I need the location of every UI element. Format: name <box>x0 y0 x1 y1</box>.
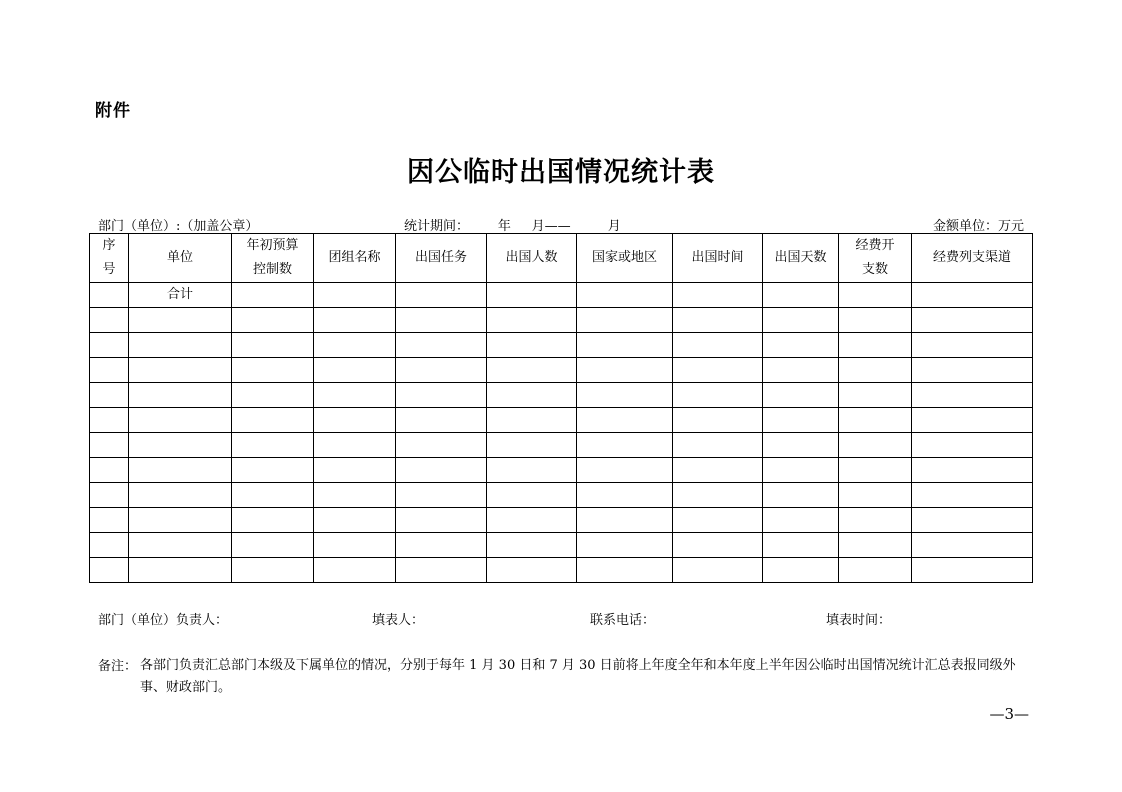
table-row <box>90 383 1033 408</box>
table-row <box>90 483 1033 508</box>
table-cell[interactable] <box>396 508 487 533</box>
table-cell[interactable] <box>763 408 839 433</box>
table-cell[interactable] <box>487 558 577 583</box>
table-cell[interactable] <box>396 533 487 558</box>
table-cell[interactable] <box>912 408 1033 433</box>
header-budget: 年初预算控制数 <box>232 234 314 283</box>
table-cell[interactable] <box>487 458 577 483</box>
table-cell[interactable] <box>487 433 577 458</box>
table-cell[interactable] <box>763 433 839 458</box>
table-cell[interactable] <box>673 458 763 483</box>
header-time: 出国时间 <box>673 234 763 283</box>
header-group-name: 团组名称 <box>314 234 396 283</box>
table-cell[interactable] <box>129 383 232 408</box>
table-cell[interactable] <box>232 458 314 483</box>
table-cell[interactable] <box>487 483 577 508</box>
table-row <box>90 533 1033 558</box>
table-cell[interactable] <box>673 508 763 533</box>
table-cell[interactable] <box>673 533 763 558</box>
table-cell[interactable] <box>577 458 673 483</box>
table-cell[interactable] <box>90 358 129 383</box>
table-cell[interactable] <box>839 508 912 533</box>
table-cell[interactable] <box>487 283 577 308</box>
filler-label: 填表人： <box>372 613 425 628</box>
table-cell[interactable] <box>90 283 129 308</box>
table-cell[interactable] <box>487 408 577 433</box>
table-cell[interactable] <box>487 383 577 408</box>
table-cell[interactable] <box>314 333 396 358</box>
department-field-label: 部门（单位）:（加盖公章） <box>98 219 259 234</box>
note-text: 各部门负责汇总部门本级及下属单位的情况，分别于每年 1 月 30 日和 7 月 30 日前将上年度全年和本年度上半年因公临时出国情况统计汇总表报同级外事、财政部门。 <box>140 658 1016 695</box>
table-cell[interactable] <box>673 308 763 333</box>
table-cell[interactable] <box>763 508 839 533</box>
table-cell[interactable] <box>577 558 673 583</box>
table-cell[interactable] <box>839 458 912 483</box>
table-cell[interactable] <box>396 358 487 383</box>
table-row <box>90 333 1033 358</box>
table-cell[interactable] <box>763 458 839 483</box>
table-cell[interactable] <box>577 283 673 308</box>
table-cell[interactable] <box>577 383 673 408</box>
table-cell[interactable] <box>90 508 129 533</box>
table-cell[interactable] <box>314 358 396 383</box>
table-cell[interactable] <box>232 283 314 308</box>
table-cell[interactable] <box>232 308 314 333</box>
table-row <box>90 408 1033 433</box>
table-cell[interactable] <box>90 383 129 408</box>
table-cell[interactable] <box>129 433 232 458</box>
table-cell[interactable] <box>839 533 912 558</box>
responsible-person-label: 部门（单位）负责人： <box>98 613 229 628</box>
header-days: 出国天数 <box>763 234 839 283</box>
table-cell[interactable] <box>912 358 1033 383</box>
table-cell[interactable] <box>912 433 1033 458</box>
table-cell[interactable] <box>839 483 912 508</box>
table-cell[interactable] <box>314 458 396 483</box>
table-row <box>90 433 1033 458</box>
amount-unit-label: 金额单位：万元 <box>932 219 1024 234</box>
table-cell[interactable] <box>673 433 763 458</box>
header-country: 国家或地区 <box>577 234 673 283</box>
total-row-label: 合计 <box>129 283 232 308</box>
table-cell[interactable] <box>839 283 912 308</box>
table-cell[interactable] <box>763 383 839 408</box>
table-row <box>90 308 1033 333</box>
table-cell[interactable] <box>577 333 673 358</box>
table-cell[interactable] <box>912 558 1033 583</box>
table-cell[interactable] <box>912 508 1033 533</box>
table-cell[interactable] <box>396 283 487 308</box>
table-cell[interactable] <box>396 333 487 358</box>
table-cell[interactable] <box>912 533 1033 558</box>
table-cell[interactable] <box>232 483 314 508</box>
table-cell[interactable] <box>673 333 763 358</box>
table-cell[interactable] <box>577 433 673 458</box>
table-cell[interactable] <box>232 383 314 408</box>
table-cell[interactable] <box>396 408 487 433</box>
table-cell[interactable] <box>763 483 839 508</box>
header-expense: 经费开支数 <box>839 234 912 283</box>
table-cell[interactable] <box>129 358 232 383</box>
attachment-label: 附件 <box>95 101 131 121</box>
table-row <box>90 508 1033 533</box>
header-unit: 单位 <box>129 234 232 283</box>
table-cell[interactable] <box>129 408 232 433</box>
table-cell[interactable] <box>763 358 839 383</box>
table-cell[interactable] <box>673 358 763 383</box>
table-cell[interactable] <box>673 558 763 583</box>
table-cell[interactable] <box>129 308 232 333</box>
table-cell[interactable] <box>232 533 314 558</box>
table-cell[interactable] <box>763 533 839 558</box>
statistics-period-label: 统计期间： 年 月—— 月 <box>404 219 621 234</box>
table-cell[interactable] <box>232 408 314 433</box>
table-cell[interactable] <box>314 508 396 533</box>
table-cell[interactable] <box>314 308 396 333</box>
table-cell[interactable] <box>839 408 912 433</box>
fill-time-label: 填表时间： <box>826 613 892 628</box>
table-cell[interactable] <box>314 433 396 458</box>
table-cell[interactable] <box>763 558 839 583</box>
table-cell[interactable] <box>673 383 763 408</box>
table-cell[interactable] <box>912 383 1033 408</box>
table-cell[interactable] <box>129 558 232 583</box>
table-cell[interactable] <box>763 308 839 333</box>
table-cell[interactable] <box>90 308 129 333</box>
table-cell[interactable] <box>129 333 232 358</box>
table-cell[interactable] <box>577 508 673 533</box>
table-cell[interactable] <box>577 408 673 433</box>
table-cell[interactable] <box>912 333 1033 358</box>
table-row <box>90 358 1033 383</box>
table-cell[interactable] <box>90 333 129 358</box>
table-cell[interactable] <box>912 458 1033 483</box>
table-cell[interactable] <box>763 283 839 308</box>
table-cell[interactable] <box>763 333 839 358</box>
table-cell[interactable] <box>673 483 763 508</box>
table-cell[interactable] <box>90 533 129 558</box>
table-cell[interactable] <box>232 508 314 533</box>
table-cell[interactable] <box>90 558 129 583</box>
table-cell[interactable] <box>314 533 396 558</box>
table-cell[interactable] <box>577 358 673 383</box>
table-cell[interactable] <box>487 308 577 333</box>
table-cell[interactable] <box>912 483 1033 508</box>
table-cell[interactable] <box>839 308 912 333</box>
table-cell[interactable] <box>314 283 396 308</box>
table-row-total <box>90 283 1033 308</box>
contact-phone-label: 联系电话： <box>590 613 656 628</box>
page-number: —3— <box>989 705 1029 723</box>
table-cell[interactable] <box>90 483 129 508</box>
table-cell[interactable] <box>314 408 396 433</box>
table-cell[interactable] <box>912 308 1033 333</box>
table-cell[interactable] <box>839 558 912 583</box>
table-cell[interactable] <box>487 533 577 558</box>
note-label: 备注： <box>98 659 138 674</box>
header-expense-channel: 经费列支渠道 <box>912 234 1033 283</box>
table-cell[interactable] <box>129 483 232 508</box>
table-cell[interactable] <box>839 433 912 458</box>
table-row <box>90 458 1033 483</box>
table-cell[interactable] <box>577 483 673 508</box>
table-header-row <box>90 234 1033 283</box>
table-cell[interactable] <box>839 358 912 383</box>
page-title: 因公临时出国情况统计表 <box>407 157 715 188</box>
table-cell[interactable] <box>912 283 1033 308</box>
table-cell[interactable] <box>396 383 487 408</box>
table-cell[interactable] <box>129 508 232 533</box>
table-cell[interactable] <box>487 333 577 358</box>
table-cell[interactable] <box>314 558 396 583</box>
table-cell[interactable] <box>396 483 487 508</box>
header-people-count: 出国人数 <box>487 234 577 283</box>
table-cell[interactable] <box>673 283 763 308</box>
table-cell[interactable] <box>396 433 487 458</box>
table-cell[interactable] <box>314 483 396 508</box>
table-cell[interactable] <box>487 358 577 383</box>
table-cell[interactable] <box>577 308 673 333</box>
table-cell[interactable] <box>314 383 396 408</box>
table-cell[interactable] <box>232 333 314 358</box>
table-cell[interactable] <box>129 458 232 483</box>
table-cell[interactable] <box>90 458 129 483</box>
header-serial: 序号 <box>90 234 129 283</box>
table-cell[interactable] <box>396 308 487 333</box>
statistics-table <box>89 233 1033 583</box>
table-cell[interactable] <box>90 408 129 433</box>
table-cell[interactable] <box>232 558 314 583</box>
header-task: 出国任务 <box>396 234 487 283</box>
table-cell[interactable] <box>232 433 314 458</box>
table-row <box>90 558 1033 583</box>
table-cell[interactable] <box>487 508 577 533</box>
table-cell[interactable] <box>839 333 912 358</box>
table-cell[interactable] <box>396 558 487 583</box>
table-cell[interactable] <box>839 383 912 408</box>
table-cell[interactable] <box>673 408 763 433</box>
table-cell[interactable] <box>396 458 487 483</box>
table-cell[interactable] <box>232 358 314 383</box>
table-cell[interactable] <box>577 533 673 558</box>
table-cell[interactable] <box>129 533 232 558</box>
table-cell[interactable] <box>90 433 129 458</box>
